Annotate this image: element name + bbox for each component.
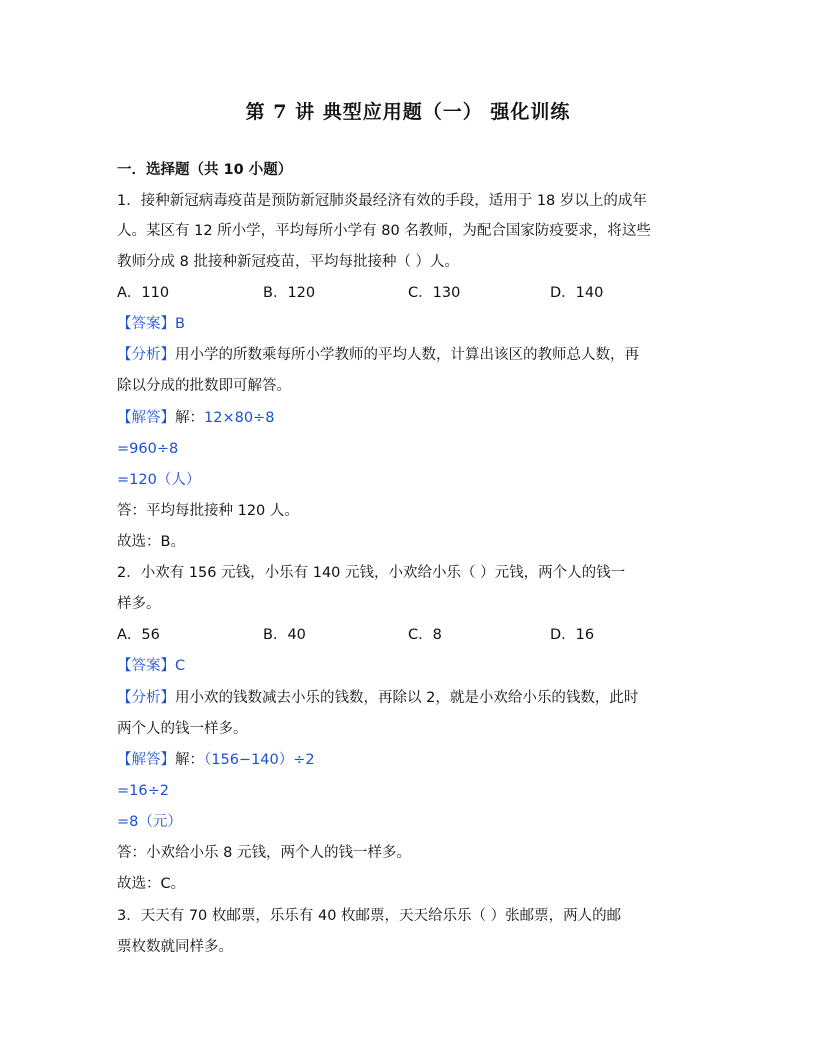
q1-solution	[117, 408, 274, 428]
q1-option-a: A．110	[117, 285, 170, 301]
solution-tag: 【解答】	[117, 752, 175, 768]
solution-prefix: 解：	[175, 410, 204, 426]
q2-answer	[117, 656, 185, 676]
answer-tag: 【答案】	[117, 316, 175, 332]
q2-step-2: =8（元）	[117, 814, 182, 830]
q2-stem-line-1: 2．小欢有 156 元钱，小乐有 140 元钱，小欢给小乐（ ）元钱，两个人的钱一	[117, 565, 626, 581]
q2-option-a: A．56	[117, 627, 160, 643]
q1-analysis-line-2: 除以分成的批数即可解答。	[117, 378, 291, 394]
q1-choice: 故选：B。	[117, 534, 185, 550]
q1-stem-line-1: 1．接种新冠病毒疫苗是预防新冠肺炎最经济有效的手段，适用于 18 岁以上的成年	[117, 193, 647, 209]
analysis-text: 用小欢的钱数减去小乐的钱数，再除以 2，就是小欢给小乐的钱数，此时	[175, 690, 639, 706]
solution-tag: 【解答】	[117, 410, 175, 426]
q1-option-b: B．120	[263, 285, 316, 301]
q2-option-c: C．8	[408, 627, 442, 643]
answer-value: B	[175, 316, 185, 332]
solution-expression: 12×80÷8	[204, 410, 275, 426]
q3-stem-line-2: 票枚数就同样多。	[117, 939, 233, 955]
q1-step-2: =120（人）	[117, 472, 201, 488]
analysis-tag: 【分析】	[117, 690, 175, 706]
q2-analysis-line-1	[117, 688, 638, 708]
q2-step-1: =16÷2	[117, 783, 169, 799]
q1-analysis-line-1	[117, 345, 639, 365]
q1-option-d: D．140	[550, 285, 604, 301]
q1-reply: 答：平均每批接种 120 人。	[117, 503, 299, 519]
analysis-tag: 【分析】	[117, 347, 175, 363]
q2-option-d: D．16	[550, 627, 595, 643]
solution-expression: （156−140）÷2	[204, 752, 315, 768]
q2-stem-line-2: 样多。	[117, 596, 161, 612]
page-title: 第 7 讲 典型应用题（一） 强化训练	[245, 101, 571, 123]
q1-option-c: C．130	[408, 285, 461, 301]
q2-choice: 故选：C。	[117, 876, 186, 892]
q3-stem-line-1: 3．天天有 70 枚邮票，乐乐有 40 枚邮票，天天给乐乐（ ）张邮票，两人的邮	[117, 908, 622, 924]
q2-option-b: B．40	[263, 627, 306, 643]
solution-prefix: 解：	[175, 752, 204, 768]
analysis-text: 用小学的所数乘每所小学教师的平均人数，计算出该区的教师总人数，再	[175, 347, 639, 363]
q1-answer	[117, 314, 185, 334]
q1-stem-line-2: 人。某区有 12 所小学，平均每所小学有 80 名教师，为配合国家防疫要求，将这些	[117, 223, 651, 239]
q1-step-1: =960÷8	[117, 441, 179, 457]
q2-analysis-line-2: 两个人的钱一样多。	[117, 721, 248, 737]
q2-reply: 答：小欢给小乐 8 元钱，两个人的钱一样多。	[117, 845, 411, 861]
section-header: 一．选择题（共 10 小题）	[117, 162, 293, 178]
answer-tag: 【答案】	[117, 658, 175, 674]
q2-solution	[117, 750, 315, 770]
answer-value: C	[175, 658, 186, 674]
q1-stem-line-3: 教师分成 8 批接种新冠疫苗，平均每批接种（ ）人。	[117, 254, 460, 270]
